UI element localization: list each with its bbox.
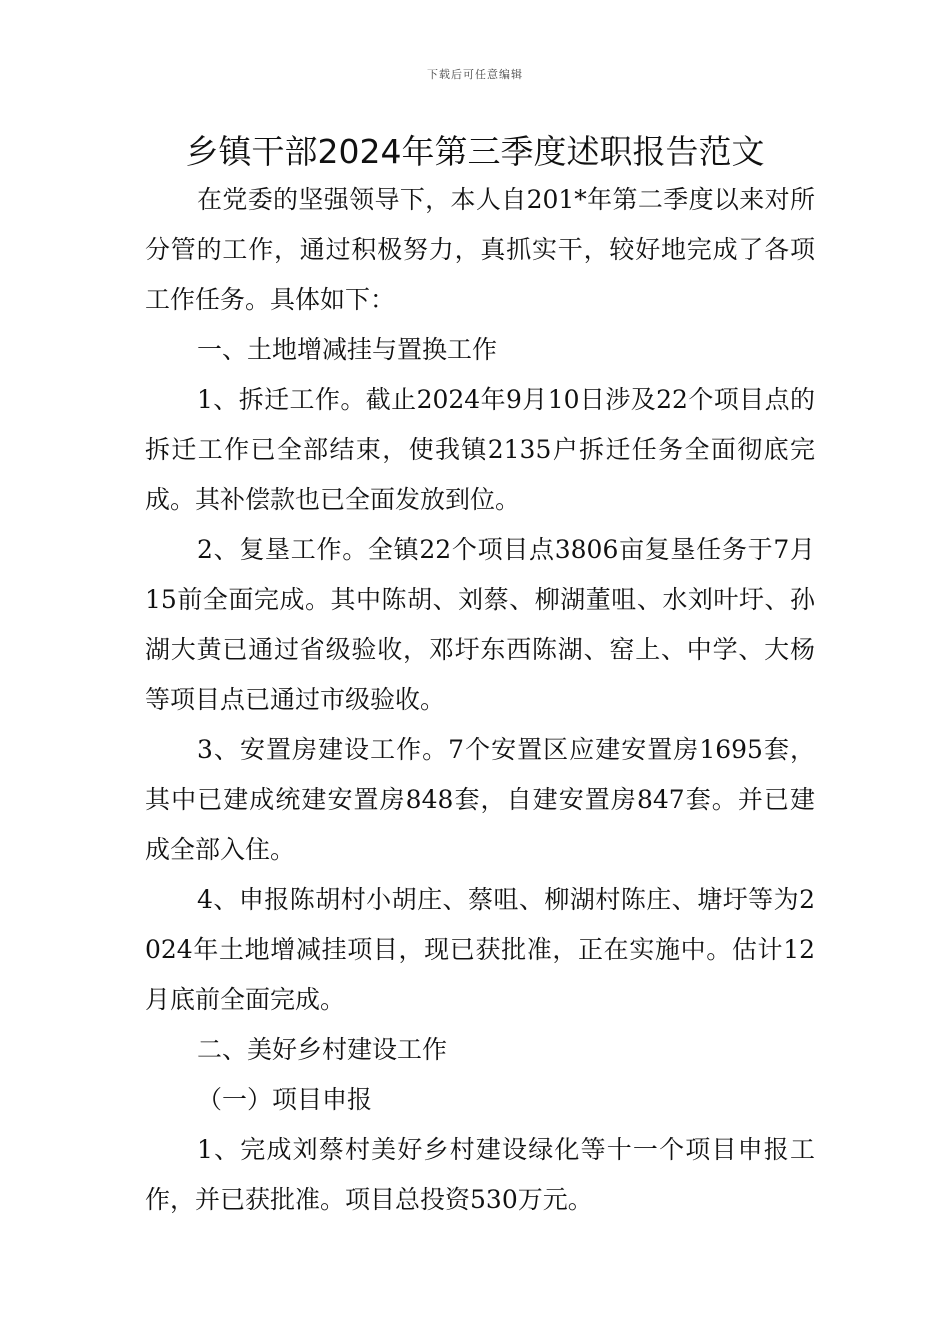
paragraph-resettlement-housing: 3、安置房建设工作。7个安置区应建安置房1695套，其中已建成统建安置房848套，自建安置房847套。并已建成全部入住。 [145, 735, 815, 864]
paragraph-land-project-application: 4、申报陈胡村小胡庄、蔡咀、柳湖村陈庄、塘圩等为2024年土地增减挂项目，现已获批准，正在实施中。估计12月底前全面完成。 [145, 885, 815, 1014]
section-heading-land: 一、土地增减挂与置换工作 [197, 335, 498, 364]
section-heading-rural: 二、美好乡村建设工作 [197, 1035, 448, 1064]
paragraph-intro: 在党委的坚强领导下，本人自201*年第二季度以来对所分管的工作，通过积极努力，真抓实干，较好地完成了各项工作任务。具体如下： [145, 185, 815, 314]
page-header-note: 下载后可任意编辑 [427, 68, 523, 81]
paragraph-reclamation: 2、复垦工作。全镇22个项目点3806亩复垦任务于7月15前全面完成。其中陈胡、刘蔡、柳湖董咀、水刘叶圩、孙湖大黄已通过省级验收，邓圩东西陈湖、窑上、中学、大杨等项目点已通过市级验收。 [145, 535, 815, 714]
document-body [145, 175, 815, 1225]
document-title: 乡镇干部2024年第三季度述职报告范文 [185, 132, 765, 171]
subsection-heading-project-application: （一）项目申报 [197, 1085, 373, 1114]
paragraph-liucai-project: 1、完成刘蔡村美好乡村建设绿化等十一个项目申报工作，并已获批准。项目总投资530万元。 [145, 1135, 815, 1214]
paragraph-demolition: 1、拆迁工作。截止2024年9月10日涉及22个项目点的拆迁工作已全部结束，使我镇2135户拆迁任务全面彻底完成。其补偿款也已全面发放到位。 [145, 385, 815, 514]
